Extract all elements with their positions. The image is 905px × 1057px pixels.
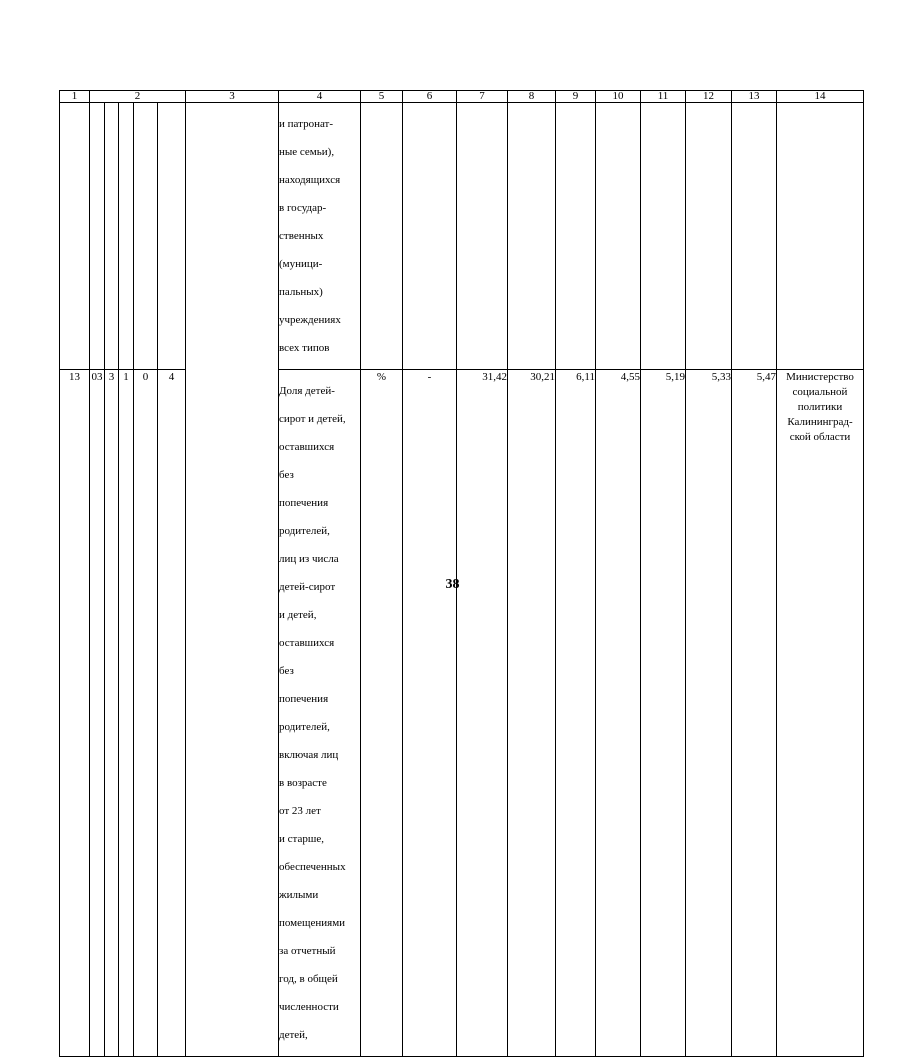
responsible-cell: Министерство социальной политики Калининград- ской области xyxy=(777,370,864,1057)
code-cell: 3 xyxy=(105,370,119,1057)
header-col-3: 3 xyxy=(186,91,279,103)
header-col-1: 1 xyxy=(60,91,90,103)
page-number: 38 xyxy=(445,577,460,592)
value-col-7: 31,42 xyxy=(457,370,508,1057)
header-row xyxy=(60,91,864,103)
row2-description: Доля детей- сирот и детей, оставшихся без попечения родителей, лиц из числа детей-сирот и детей, оставшихся без попечения родителей, включая лиц в возрасте от 23 лет и старше, обеспеченных жилыми помещениями за отчетный год, в общей численности детей, xyxy=(279,370,361,1057)
header-col-6: 6 xyxy=(403,91,457,103)
header-col-14: 14 xyxy=(777,91,864,103)
indicator-table xyxy=(59,90,864,1057)
header-col-12: 12 xyxy=(686,91,732,103)
header-col-5: 5 xyxy=(361,91,403,103)
header-col-2: 2 xyxy=(90,91,186,103)
header-col-10: 10 xyxy=(596,91,641,103)
value-col-9: 6,11 xyxy=(556,370,596,1057)
header-col-4: 4 xyxy=(279,91,361,103)
col-6-cell: - xyxy=(403,370,457,1057)
header-col-9: 9 xyxy=(556,91,596,103)
code-cell: 1 xyxy=(119,370,134,1057)
header-col-13: 13 xyxy=(732,91,777,103)
code-cell: 4 xyxy=(158,370,186,1057)
header-col-7: 7 xyxy=(457,91,508,103)
unit-cell: % xyxy=(361,370,403,1057)
value-col-10: 4,55 xyxy=(596,370,641,1057)
value-col-11: 5,19 xyxy=(641,370,686,1057)
code-cell: 03 xyxy=(90,370,105,1057)
header-col-11: 11 xyxy=(641,91,686,103)
value-col-12: 5,33 xyxy=(686,370,732,1057)
table-row xyxy=(60,103,864,370)
value-col-8: 30,21 xyxy=(508,370,556,1057)
code-cell: 13 xyxy=(60,370,90,1057)
header-col-8: 8 xyxy=(508,91,556,103)
table-row xyxy=(60,370,864,1057)
code-cell: 0 xyxy=(134,370,158,1057)
value-col-13: 5,47 xyxy=(732,370,777,1057)
row1-description: и патронат- ные семьи), находящихся в государ- ственных (муници- пальных) учреждениях всех типов xyxy=(279,103,361,370)
